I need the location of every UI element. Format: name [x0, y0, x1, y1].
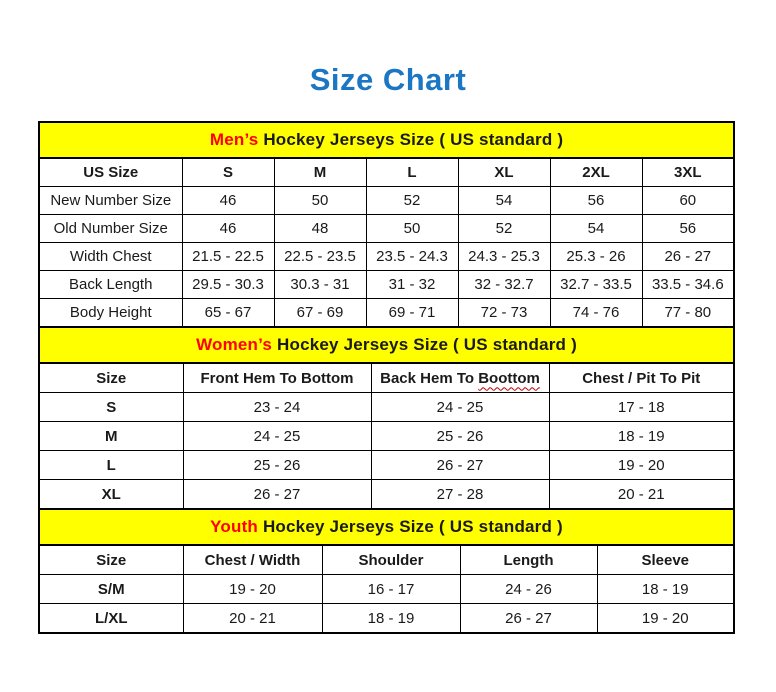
table-row [39, 604, 734, 634]
table-cell: 32.7 - 33.5 [550, 271, 642, 299]
table-row [39, 271, 734, 299]
column-header-mens-5: 2XL [550, 158, 642, 187]
table-cell: 16 - 17 [322, 575, 460, 604]
table-row [39, 187, 734, 215]
row-label: L/XL [39, 604, 183, 634]
table-cell: 52 [366, 187, 458, 215]
table-cell: 54 [550, 215, 642, 243]
row-label: L [39, 451, 183, 480]
table-cell: 26 - 27 [642, 243, 734, 271]
header-text: Back Hem To [380, 369, 479, 387]
row-label: New Number Size [39, 187, 182, 215]
column-header-womens-1: Front Hem To Bottom [183, 363, 371, 393]
table-cell: 22.5 - 23.5 [274, 243, 366, 271]
row-label: Body Height [39, 299, 182, 328]
banner-highlight: Youth [210, 517, 259, 536]
column-header-womens-2 [371, 363, 549, 393]
table-cell: 30.3 - 31 [274, 271, 366, 299]
column-header-youth-4: Sleeve [597, 545, 734, 575]
table-mens [38, 121, 735, 328]
table-row [39, 393, 734, 422]
column-header-mens-6: 3XL [642, 158, 734, 187]
table-row [39, 451, 734, 480]
banner-text: Hockey Jerseys Size ( US standard ) [258, 130, 564, 149]
table-cell: 74 - 76 [550, 299, 642, 328]
table-cell: 72 - 73 [458, 299, 550, 328]
row-label: Old Number Size [39, 215, 182, 243]
table-womens [38, 328, 735, 510]
size-chart-tables [38, 121, 733, 634]
column-header-youth-0: Size [39, 545, 183, 575]
table-cell: 17 - 18 [549, 393, 734, 422]
table-cell: 18 - 19 [549, 422, 734, 451]
table-row [39, 215, 734, 243]
table-cell: 69 - 71 [366, 299, 458, 328]
table-cell: 24 - 25 [371, 393, 549, 422]
table-cell: 31 - 32 [366, 271, 458, 299]
table-cell: 46 [182, 187, 274, 215]
column-header-womens-3: Chest / Pit To Pit [549, 363, 734, 393]
table-cell: 60 [642, 187, 734, 215]
column-header-mens-4: XL [458, 158, 550, 187]
row-label: S [39, 393, 183, 422]
banner-text: Hockey Jerseys Size ( US standard ) [258, 517, 563, 536]
row-label: Back Length [39, 271, 182, 299]
table-cell: 50 [366, 215, 458, 243]
table-cell: 24.3 - 25.3 [458, 243, 550, 271]
row-label: M [39, 422, 183, 451]
column-header-mens-0: US Size [39, 158, 182, 187]
table-cell: 25.3 - 26 [550, 243, 642, 271]
column-header-youth-2: Shoulder [322, 545, 460, 575]
column-header-youth-3: Length [460, 545, 597, 575]
header-misspelled-word: Boottom [478, 369, 540, 387]
table-cell: 46 [182, 215, 274, 243]
table-cell: 23 - 24 [183, 393, 371, 422]
row-label: Width Chest [39, 243, 182, 271]
table-cell: 18 - 19 [322, 604, 460, 634]
table-cell: 18 - 19 [597, 575, 734, 604]
column-header-womens-0: Size [39, 363, 183, 393]
table-cell: 25 - 26 [371, 422, 549, 451]
table-cell: 19 - 20 [549, 451, 734, 480]
section-banner-mens [39, 122, 734, 158]
table-cell: 32 - 32.7 [458, 271, 550, 299]
table-cell: 50 [274, 187, 366, 215]
table-cell: 56 [642, 215, 734, 243]
table-cell: 19 - 20 [183, 575, 322, 604]
table-cell: 20 - 21 [183, 604, 322, 634]
table-cell: 33.5 - 34.6 [642, 271, 734, 299]
table-cell: 26 - 27 [460, 604, 597, 634]
table-cell: 23.5 - 24.3 [366, 243, 458, 271]
table-cell: 52 [458, 215, 550, 243]
column-header-mens-2: M [274, 158, 366, 187]
banner-highlight: Men’s [209, 130, 259, 149]
table-row [39, 422, 734, 451]
section-banner-youth [39, 510, 734, 545]
table-cell: 54 [458, 187, 550, 215]
table-cell: 67 - 69 [274, 299, 366, 328]
section-banner-womens [39, 328, 734, 363]
table-cell: 65 - 67 [182, 299, 274, 328]
table-cell: 24 - 26 [460, 575, 597, 604]
table-cell: 56 [550, 187, 642, 215]
row-label: S/M [39, 575, 183, 604]
table-cell: 26 - 27 [371, 451, 549, 480]
table-cell: 48 [274, 215, 366, 243]
table-row [39, 575, 734, 604]
column-header-mens-3: L [366, 158, 458, 187]
table-youth [38, 510, 735, 634]
table-cell: 25 - 26 [183, 451, 371, 480]
banner-highlight: Women’s [196, 335, 273, 354]
table-row [39, 299, 734, 328]
column-header-mens-1: S [182, 158, 274, 187]
table-cell: 77 - 80 [642, 299, 734, 328]
page-title: Size Chart [309, 62, 467, 97]
table-cell: 26 - 27 [183, 480, 371, 510]
table-cell: 19 - 20 [597, 604, 734, 634]
table-cell: 21.5 - 22.5 [182, 243, 274, 271]
table-cell: 27 - 28 [371, 480, 549, 510]
table-cell: 24 - 25 [183, 422, 371, 451]
table-cell: 20 - 21 [549, 480, 734, 510]
table-row [39, 243, 734, 271]
row-label: XL [39, 480, 183, 510]
banner-text: Hockey Jerseys Size ( US standard ) [272, 335, 577, 354]
table-cell: 29.5 - 30.3 [182, 271, 274, 299]
table-row [39, 480, 734, 510]
column-header-youth-1: Chest / Width [183, 545, 322, 575]
